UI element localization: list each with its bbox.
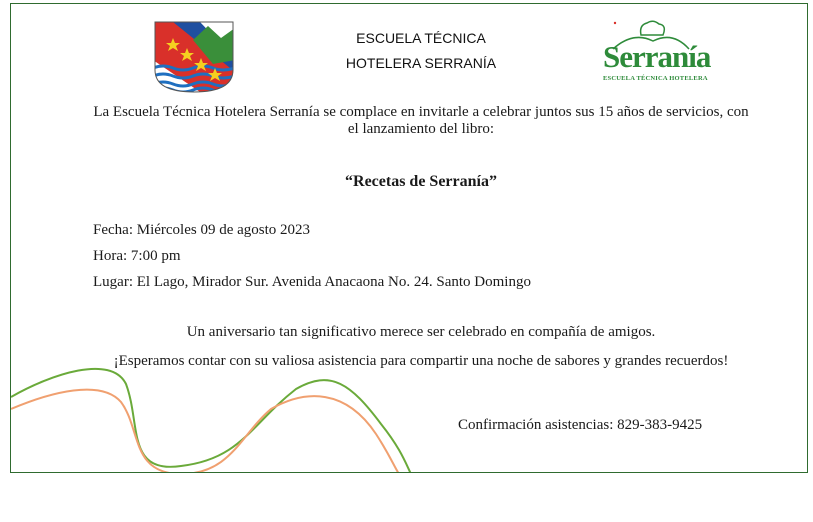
invitation-card <box>10 3 808 473</box>
logo-subtitle: ESCUELA TÉCNICA HOTELERA <box>603 75 708 82</box>
confirmation-phone: Confirmación asistencias: 829-383-9425 <box>458 417 703 433</box>
book-title: “Recetas de Serranía” <box>345 173 497 190</box>
anniversary-text: Un aniversario tan significativo merece ser celebrado en compañía de amigos. <box>186 324 656 340</box>
logo-name: Serranía <box>603 39 711 74</box>
school-name <box>301 26 541 76</box>
school-name-line2: HOTELERA SERRANÍA <box>345 55 497 71</box>
flag-crest-icon <box>153 20 235 94</box>
event-time: Hora: 7:00 pm <box>93 248 181 264</box>
event-location: Lugar: El Lago, Mirador Sur. Avenida Anacaona No. 24. Santo Domingo <box>93 274 531 290</box>
serrania-logo-icon <box>603 19 711 87</box>
event-date: Fecha: Miércoles 09 de agosto 2023 <box>93 222 311 238</box>
green-wave <box>11 369 411 473</box>
intro-text: La Escuela Técnica Hotelera Serranía se complace en invitarle a celebrar juntos sus 15 años de servicios, con el lanzamiento del libro: <box>93 104 749 137</box>
school-name-line1: ESCUELA TÉCNICA <box>356 30 486 46</box>
hope-text: ¡Esperamos contar con su valiosa asistencia para compartir una noche de sabores y grandes recuerdos! <box>113 353 729 369</box>
